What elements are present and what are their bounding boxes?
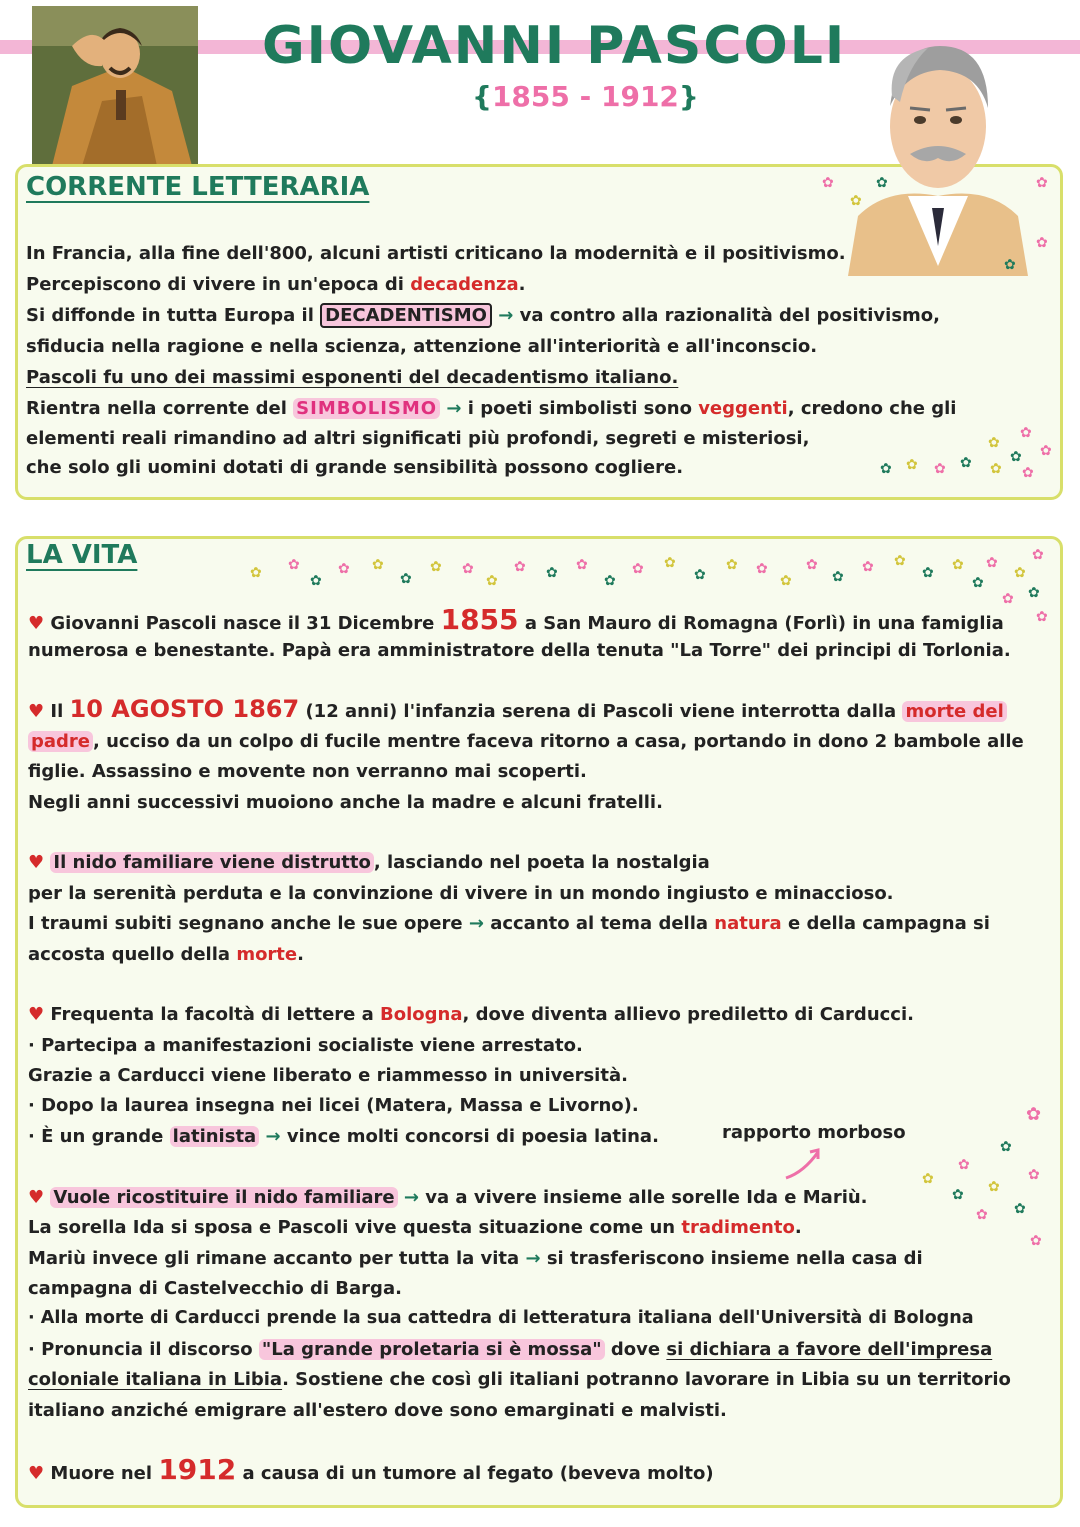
vita-p4-line-5	[28, 1121, 659, 1152]
heart-icon: ♥	[28, 1463, 45, 1484]
arrow-icon: →	[265, 1126, 281, 1147]
star-icon: ✿	[1022, 465, 1034, 481]
star-icon: ✿	[988, 1179, 1000, 1195]
text-span: si trasferiscono insieme nella casa di	[540, 1248, 923, 1269]
star-icon: ✿	[1036, 175, 1048, 191]
text-span: numerosa e benestante. Papà era amministratore della tenuta "La Torre" dei principi di Torlonia.	[28, 640, 1011, 661]
text-span: Pascoli fu uno dei massimi esponenti del decadentismo italiano.	[26, 367, 679, 388]
star-icon: ✿	[960, 455, 972, 471]
corrente-line-4	[26, 331, 817, 362]
text-span: sfiducia nella ragione e nella scienza, attenzione all'interiorità e all'inconscio.	[26, 336, 818, 357]
vita-p5-line-5	[28, 1303, 974, 1334]
star-icon: ✿	[288, 557, 300, 573]
star-icon: ✿	[514, 559, 526, 575]
highlight-nido-distrutto: Il nido familiare viene distrutto	[50, 852, 373, 873]
star-icon: ✿	[726, 557, 738, 573]
text-span: · Partecipa a manifestazioni socialiste viene arrestato.	[28, 1035, 583, 1056]
vita-p5-line-8	[28, 1395, 727, 1426]
star-icon: ✿	[632, 561, 644, 577]
vita-p3-line-2	[28, 878, 894, 909]
corrente-line-6	[26, 393, 956, 424]
star-icon: ✿	[876, 175, 888, 191]
highlight-grande-proletaria: "La grande proletaria si è mossa"	[259, 1339, 605, 1360]
text-span: , dove diventa allievo prediletto di Carducci.	[462, 1004, 914, 1025]
vita-p1-line-2	[28, 635, 1011, 666]
star-icon: ✿	[1000, 1139, 1012, 1155]
keyword-morte: morte	[236, 944, 298, 965]
vita-p5-line-4	[28, 1273, 402, 1304]
star-icon: ✿	[250, 565, 262, 581]
star-icon: ✿	[934, 461, 946, 477]
portrait-painting	[32, 6, 198, 166]
text-span: Muore nel	[44, 1463, 159, 1484]
keyword-tradimento: tradimento	[681, 1217, 795, 1238]
text-span: campagna di Castelvecchio di Barga.	[28, 1278, 402, 1299]
star-icon: ✿	[952, 557, 964, 573]
star-icon: ✿	[694, 567, 706, 583]
date-1867: 10 AGOSTO 1867	[69, 695, 300, 723]
corrente-line-3	[26, 300, 940, 331]
star-icon: ✿	[1010, 449, 1022, 465]
star-icon: ✿	[972, 575, 984, 591]
star-icon: ✿	[1026, 1104, 1042, 1125]
keyword-veggenti: veggenti	[698, 398, 788, 419]
arrow-icon: →	[446, 398, 462, 419]
star-icon: ✿	[1014, 1201, 1026, 1217]
text-span: · Alla morte di Carducci prende la sua cattedra di letteratura italiana dell'Università di Bologna	[28, 1308, 974, 1328]
star-icon: ✿	[832, 569, 844, 585]
arrow-icon: →	[498, 305, 514, 326]
star-icon: ✿	[958, 1157, 970, 1173]
text-span: Giovanni Pascoli nasce il 31 Dicembre	[44, 613, 441, 634]
star-icon: ✿	[806, 557, 818, 573]
star-icon: ✿	[664, 555, 676, 571]
star-icon: ✿	[990, 461, 1002, 477]
star-icon: ✿	[604, 573, 616, 589]
curved-arrow-icon	[780, 1146, 828, 1182]
keyword-natura: natura	[714, 913, 782, 934]
arrow-icon: →	[468, 913, 484, 934]
text-span: per la serenità perduta e la convinzione di vivere in un mondo ingiusto e minaccioso.	[28, 883, 894, 904]
vita-p1-line-1	[28, 604, 1004, 639]
vita-heading: LA VITA	[26, 540, 138, 570]
star-icon: ✿	[338, 561, 350, 577]
text-span: · Dopo la laurea insegna nei licei (Matera, Massa e Livorno).	[28, 1095, 639, 1116]
heart-icon: ♥	[28, 1004, 45, 1025]
star-icon: ✿	[922, 565, 934, 581]
star-icon: ✿	[1032, 547, 1044, 563]
vita-p5-line-7	[28, 1364, 1011, 1395]
year-1912: 1912	[158, 1453, 237, 1486]
star-icon: ✿	[780, 573, 792, 589]
vita-p4-line-4	[28, 1090, 639, 1121]
text-span: .	[297, 944, 304, 965]
vita-p6-line-1	[28, 1454, 714, 1489]
heart-icon: ♥	[28, 1187, 45, 1208]
text-span: e della campagna si	[781, 913, 990, 934]
text-span: Grazie a Carducci viene liberato e riammesso in università.	[28, 1065, 628, 1086]
keyword-bologna: Bologna	[380, 1004, 463, 1025]
star-icon: ✿	[988, 435, 1000, 451]
text-span: La sorella Ida si sposa e Pascoli vive questa situazione come un	[28, 1217, 682, 1238]
corrente-line-2	[26, 269, 525, 300]
portrait-drawing	[848, 16, 1028, 276]
text-span: Negli anni successivi muoiono anche la madre e alcuni fratelli.	[28, 792, 663, 813]
star-icon: ✿	[486, 573, 498, 589]
vita-p5-line-2	[28, 1212, 802, 1243]
star-icon: ✿	[1036, 235, 1048, 251]
star-icon: ✿	[1040, 443, 1052, 459]
keyword-decadentismo: DECADENTISMO	[320, 303, 492, 328]
highlight-padre: padre	[28, 731, 93, 752]
star-icon: ✿	[894, 553, 906, 569]
vita-p5-line-6	[28, 1334, 992, 1365]
vita-p3-line-1	[28, 847, 710, 878]
arrow-icon: →	[403, 1187, 420, 1208]
vita-p3-line-4	[28, 939, 304, 970]
text-span: · È un grande	[28, 1126, 170, 1147]
star-icon: ✿	[462, 561, 474, 577]
star-icon: ✿	[1028, 1167, 1040, 1183]
star-icon: ✿	[1036, 609, 1048, 625]
corrente-line-5	[26, 362, 678, 393]
heart-icon: ♥	[28, 852, 45, 873]
star-icon: ✿	[546, 565, 558, 581]
year-1855: 1855	[440, 603, 519, 636]
star-icon: ✿	[400, 571, 412, 587]
star-icon: ✿	[576, 557, 588, 573]
corrente-heading: CORRENTE LETTERARIA	[26, 172, 370, 202]
text-span: .	[794, 1217, 802, 1238]
vita-p2-line-2	[28, 726, 1024, 757]
star-icon: ✿	[850, 193, 862, 209]
vita-p2-line-3	[28, 756, 587, 787]
dates-open-brace: {	[472, 80, 492, 113]
underlined-text: coloniale italiana in Libia	[28, 1369, 283, 1390]
vita-p4-line-3	[28, 1060, 628, 1091]
star-icon: ✿	[906, 457, 918, 473]
text-span: , credono che gli	[787, 398, 957, 419]
text-span: va contro alla razionalità del positivismo,	[513, 305, 941, 326]
dates-range: 1855 - 1912	[491, 80, 679, 113]
star-icon: ✿	[862, 559, 874, 575]
star-icon: ✿	[952, 1187, 964, 1203]
text-span: Mariù invece gli rimane accanto per tutta la vita	[28, 1248, 526, 1269]
vita-p2-line-4	[28, 787, 663, 818]
text-span: Percepiscono di vivere in un'epoca di	[26, 274, 411, 295]
text-span: figlie. Assassino e movente non verranno mai scoperti.	[28, 761, 587, 782]
text-span: Frequenta la facoltà di lettere a	[44, 1004, 381, 1025]
star-icon: ✿	[1028, 585, 1040, 601]
star-icon: ✿	[976, 1207, 988, 1223]
star-icon: ✿	[310, 573, 322, 589]
keyword-simbolismo: SIMBOLISMO	[293, 398, 440, 419]
highlight-latinista: latinista	[170, 1126, 260, 1147]
page-title: GIOVANNI PASCOLI	[262, 16, 847, 76]
star-icon: ✿	[1030, 1233, 1042, 1249]
text-span: che solo gli uomini dotati di grande sensibilità possono cogliere.	[26, 457, 684, 478]
text-span: . Sostiene che così gli italiani potranno lavorare in Libia su un territorio	[282, 1369, 1011, 1390]
text-span: i poeti simbolisti sono	[461, 398, 699, 419]
underlined-text: si dichiara a favore dell'impresa	[666, 1339, 993, 1360]
text-span: I traumi subiti segnano anche le sue opere	[28, 913, 469, 934]
heart-icon: ♥	[28, 701, 45, 722]
dates-close-brace: }	[678, 80, 699, 113]
star-icon: ✿	[1020, 425, 1032, 441]
text-span: elementi reali rimandino ad altri significati più profondi, segreti e misteriosi,	[26, 428, 810, 449]
text-span: Rientra nella corrente del	[26, 398, 294, 419]
text-span: In Francia, alla fine dell'800, alcuni artisti criticano la modernità e il positivismo.	[26, 243, 846, 264]
vita-p5-line-3	[28, 1243, 923, 1274]
text-span: Il	[44, 701, 70, 722]
vita-p3-line-3	[28, 908, 990, 939]
text-span: accosta quello della	[28, 944, 237, 965]
highlight-ricostituire-nido: Vuole ricostituire il nido familiare	[50, 1187, 397, 1208]
star-icon: ✿	[430, 559, 442, 575]
text-span: dove	[604, 1339, 667, 1360]
star-icon: ✿	[1004, 257, 1016, 273]
text-span: a San Mauro di Romagna (Forlì) in una famiglia	[518, 613, 1004, 634]
corrente-line-8	[26, 452, 683, 483]
text-span: italiano anziché emigrare all'estero dove sono emarginati e malvisti.	[28, 1400, 727, 1421]
highlight-morte-del: morte del	[902, 701, 1006, 722]
side-note: rapporto morboso	[722, 1122, 906, 1143]
corrente-line-1	[26, 238, 846, 269]
star-icon: ✿	[922, 1171, 934, 1187]
star-icon: ✿	[1014, 565, 1026, 581]
arrow-icon: →	[525, 1248, 541, 1269]
star-icon: ✿	[756, 561, 768, 577]
vita-p2-line-1	[28, 694, 1007, 727]
text-span: va a vivere insieme alle sorelle Ida e Mariù.	[419, 1187, 868, 1208]
text-span: , ucciso da un colpo di fucile mentre faceva ritorno a casa, portando in dono 2 bambole alle	[93, 731, 1024, 752]
heart-icon: ♥	[28, 613, 45, 634]
text-span: accanto al tema della	[483, 913, 715, 934]
keyword-decadenza: decadenza	[410, 274, 519, 295]
text-span: .	[518, 274, 526, 295]
star-icon: ✿	[822, 175, 834, 191]
vita-p4-line-2	[28, 1030, 583, 1061]
vita-p4-line-1	[28, 999, 914, 1030]
vita-p5-line-1	[28, 1182, 868, 1213]
life-dates	[472, 80, 699, 113]
text-span: a causa di un tumore al fegato (beveva molto)	[236, 1463, 714, 1484]
text-span: , lasciando nel poeta la nostalgia	[373, 852, 710, 873]
corrente-line-7	[26, 423, 809, 454]
star-icon: ✿	[880, 461, 892, 477]
star-icon: ✿	[1002, 591, 1014, 607]
text-span: (12 anni) l'infanzia serena di Pascoli viene interrotta dalla	[299, 701, 903, 722]
text-span: · Pronuncia il discorso	[28, 1339, 259, 1360]
text-span: vince molti concorsi di poesia latina.	[280, 1126, 659, 1147]
star-icon: ✿	[372, 557, 384, 573]
star-icon: ✿	[986, 555, 998, 571]
text-span: Si diffonde in tutta Europa il	[26, 305, 321, 326]
